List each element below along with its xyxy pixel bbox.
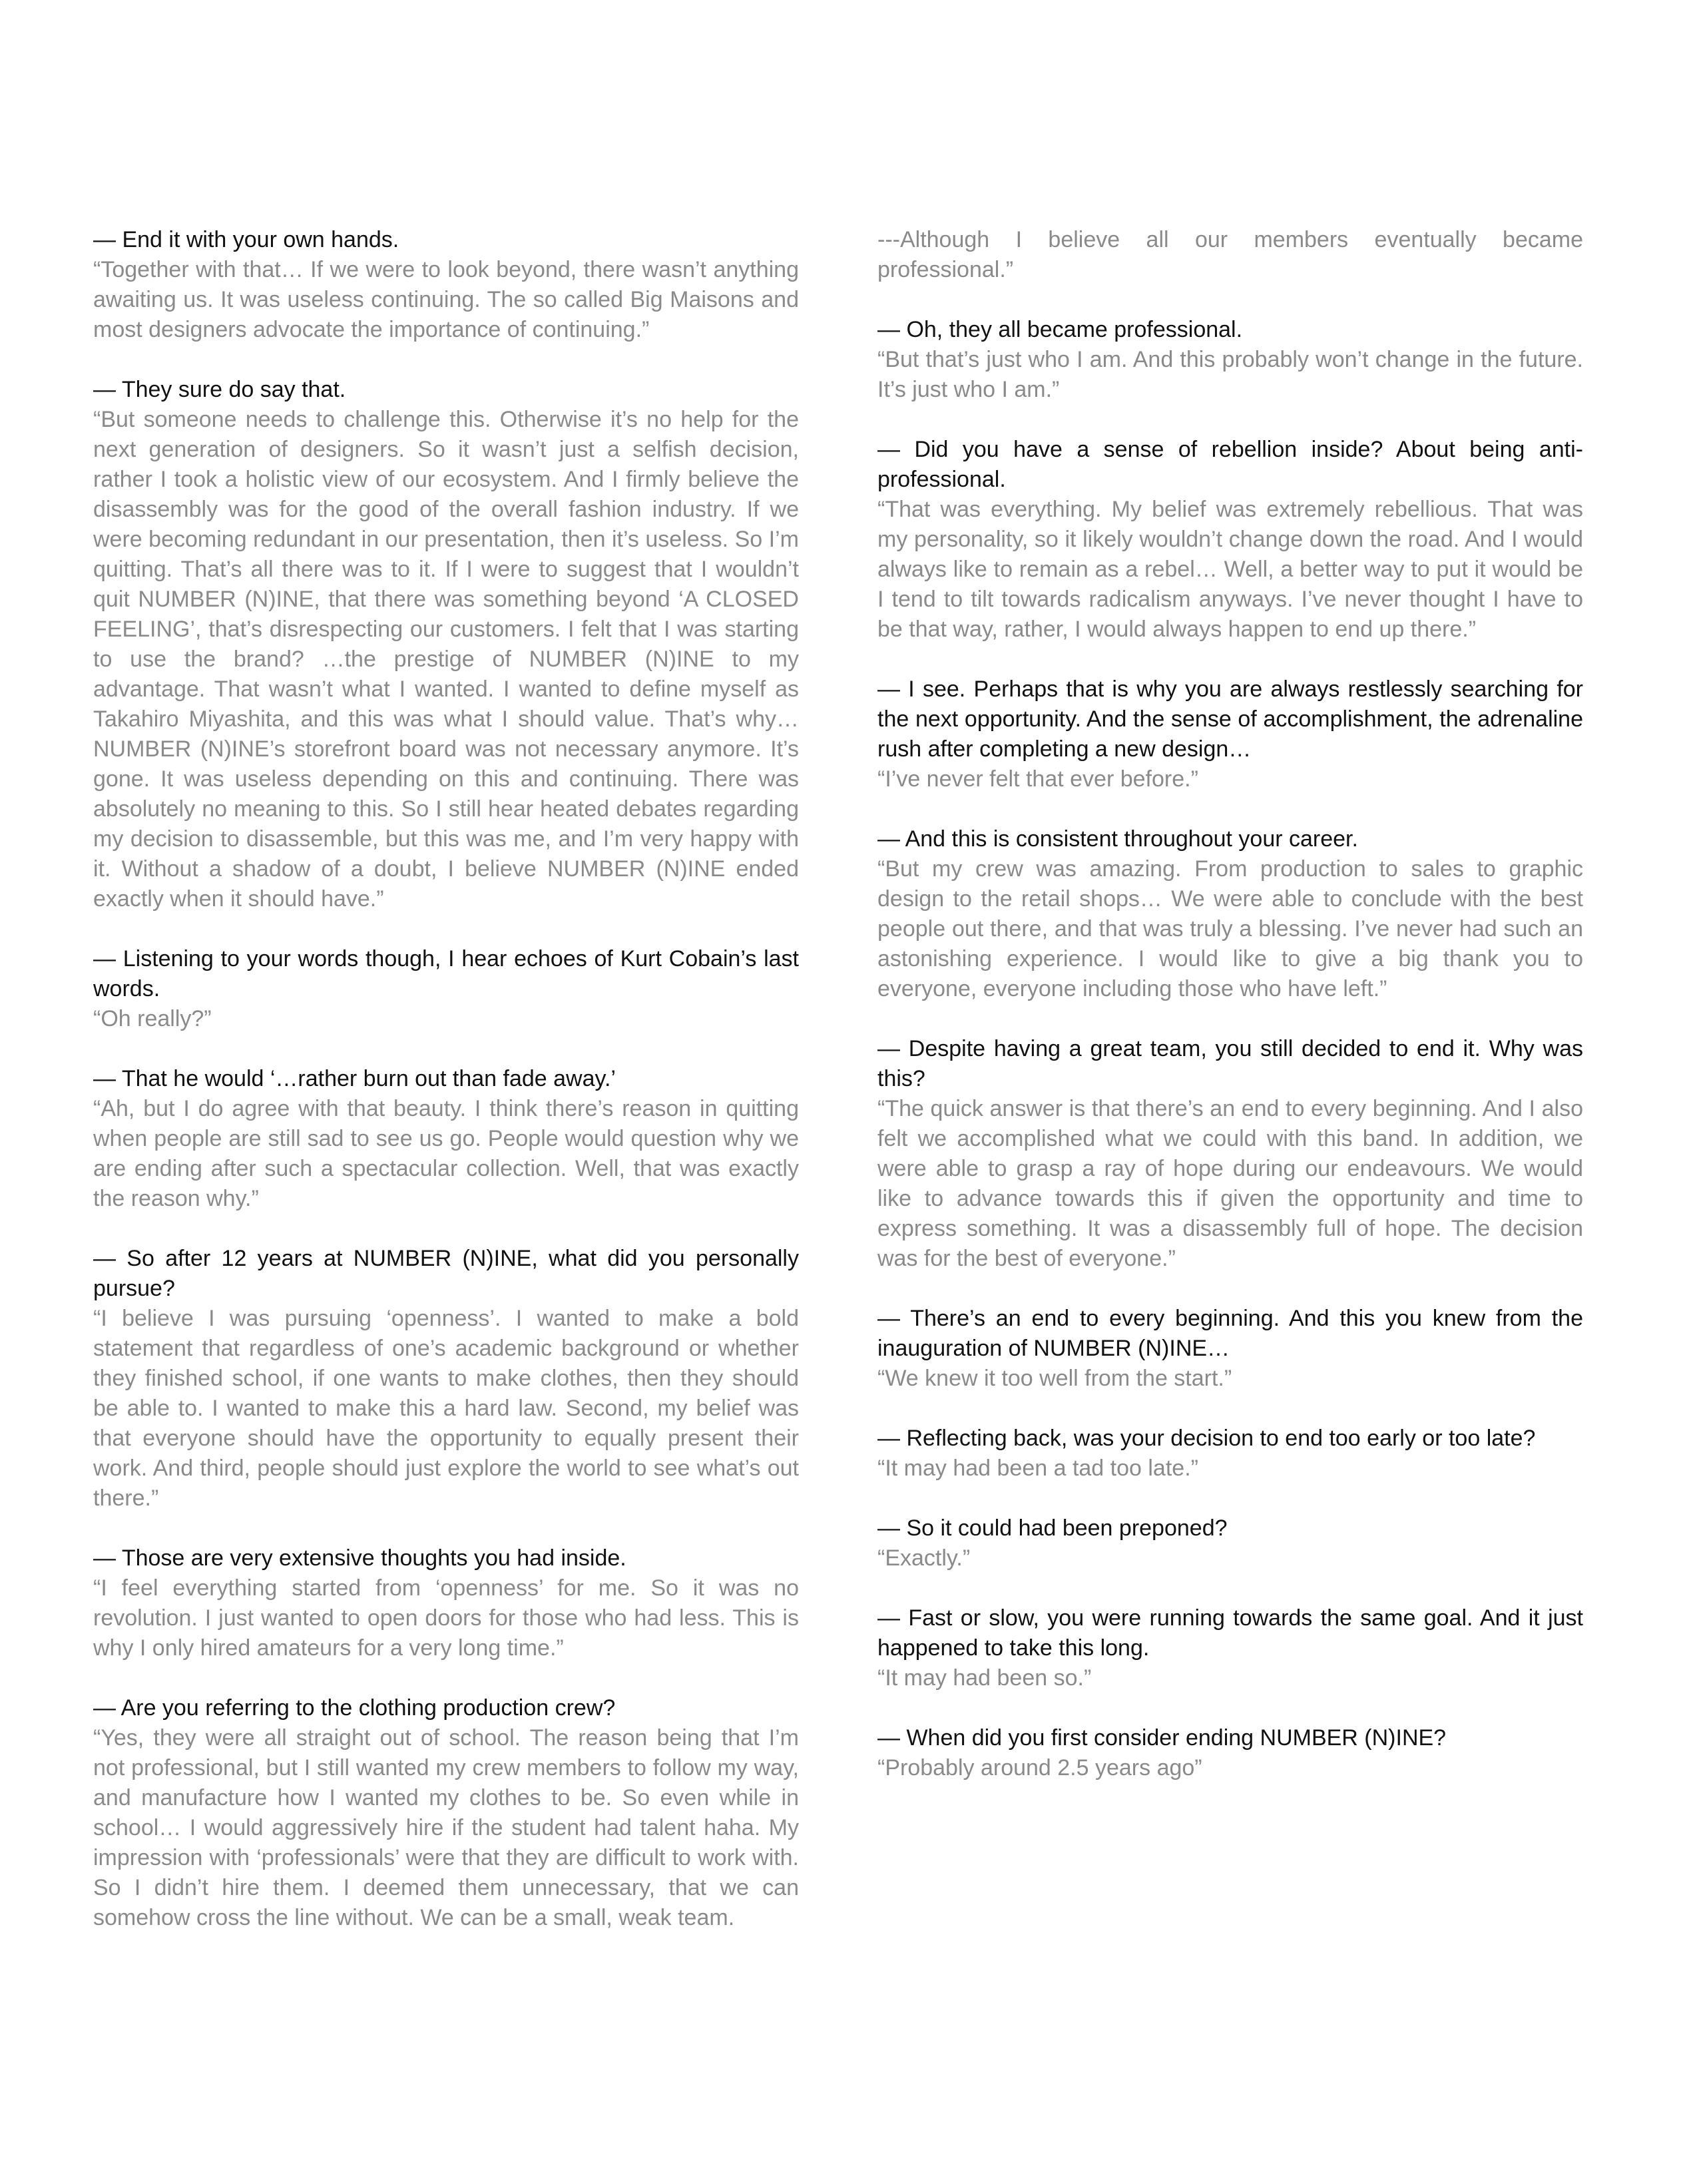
answer: “But my crew was amazing. From production to sales to graphic design to the retail shops… We were able to conclude with the best people out there, and that was truly a blessing. I’ve never had such an astonishing experience. I would like to give a big thank you to everyone, everyone including those who have left.” [877,856,1583,1001]
answer: “Ah, but I do agree with that beauty. I think there’s reason in quitting when people are still sad to see us go. People would question why we are ending after such a spectacular collection. Well, that was exactly the reason why.” [93,1096,799,1211]
answer: “I feel everything started from ‘openness’ for me. So it was no revolution. I just wanted to open doors for those who had less. This is why I only hired amateurs for a very long time.” [93,1575,799,1661]
qa-block [93,1693,799,1933]
question: — There’s an end to every beginning. And this you knew from the inauguration of NUMBER (N)INE… [877,1306,1583,1361]
answer: “The quick answer is that there’s an end to every beginning. And I also felt we accomplished what we could with this band. In addition, we were able to grasp a ray of hope during our endeavours. We would like to advance towards this if given the opportunity and time to express something. It was a disassembly full of hope. The decision was for the best of everyone.” [877,1096,1583,1271]
answer: ---Although I believe all our members eventually became professional.” [877,227,1583,282]
question: — Fast or slow, you were running towards the same goal. And it just happened to take this long. [877,1605,1583,1661]
qa-block [877,315,1583,405]
answer: “It may had been so.” [877,1665,1092,1691]
answer: “Together with that… If we were to look beyond, there wasn’t anything awaiting us. It was useless continuing. The so called Big Maisons and most designers advocate the importance of continuing.” [93,257,799,342]
qa-block [93,225,799,345]
answer: “But someone needs to challenge this. Otherwise it’s no help for the next generation of designers. So it wasn’t just a selfish decision, rather I took a holistic view of our ecosystem. And I firmly believe the disassembly was for the good of the overall fashion industry. If we were becoming redundant in our presentation, then it’s useless. So I’m quitting. That’s all there was to it. If I were to suggest that I wouldn’t quit NUMBER (N)INE, that there was something beyond ‘A CLOSED FEELING’, that’s disrespecting our customers. I felt that I was starting to use the brand? …the prestige of NUMBER (N)INE to my advantage. That wasn’t what I wanted. I wanted to define myself as Takahiro Miyashita, and this was what I should value. That’s why…NUMBER (N)INE’s storefront board was not necessary anymore. It’s gone. It was useless depending on this and continuing. There was absolutely no meaning to this. So I still hear heated debates regarding my decision to disassemble, but this was me, and I’m very happy with it. Without a shadow of a doubt, I believe NUMBER (N)INE ended exactly when it should have.” [93,407,799,912]
answer: “We knew it too well from the start.” [877,1366,1232,1391]
qa-block [93,1244,799,1513]
qa-block [93,944,799,1034]
question: — Did you have a sense of rebellion inside? About being anti-professional. [877,437,1583,492]
question: — Oh, they all became professional. [877,317,1243,342]
interview-page [0,225,1687,2184]
qa-block [877,1723,1583,1783]
answer: “Probably around 2.5 years ago” [877,1755,1202,1780]
qa-block [877,1424,1583,1484]
question: — So it could had been preponed? [877,1515,1228,1541]
answer: “It may had been a tad too late.” [877,1456,1198,1481]
answer-continuation [877,225,1583,285]
qa-block [877,435,1583,645]
qa-block [877,1603,1583,1693]
question: — Listening to your words though, I hear echoes of Kurt Cobain’s last words. [93,946,799,1001]
qa-block [877,675,1583,794]
question: — End it with your own hands. [93,227,399,252]
qa-block [877,1034,1583,1274]
answer: “Exactly.” [877,1545,971,1571]
question: — Reflecting back, was your decision to end too early or too late? [877,1426,1536,1451]
qa-block [93,1543,799,1663]
right-column [877,225,1583,1813]
question: — That he would ‘…rather burn out than fade away.’ [93,1066,616,1091]
question: — Are you referring to the clothing production crew? [93,1695,616,1721]
answer: “That was everything. My belief was extremely rebellious. That was my personality, so it likely wouldn’t change down the road. And I would always like to remain as a rebel… Well, a better way to put it would be I tend to tilt towards radicalism anyways. I’ve never thought I have to be that way, rather, I would always happen to end up there.” [877,497,1583,642]
qa-block [877,1304,1583,1394]
question: — So after 12 years at NUMBER (N)INE, what did you personally pursue? [93,1246,799,1301]
question: — When did you first consider ending NUMBER (N)INE? [877,1725,1447,1751]
answer: “I believe I was pursuing ‘openness’. I wanted to make a bold statement that regardless of one’s academic background or whether they finished school, if one wants to make clothes, then they should be able to. I wanted to make this a hard law. Second, my belief was that everyone should have the opportunity to equally present their work. And third, people should just explore the world to see what’s out there.” [93,1306,799,1511]
question: — And this is consistent throughout your career. [877,826,1358,852]
question: — I see. Perhaps that is why you are always restlessly searching for the next opportunity. And the sense of accomplishment, the adrenaline rush after completing a new design… [877,677,1583,762]
qa-block [93,375,799,914]
answer: “Oh really?” [93,1006,212,1031]
question: — Despite having a great team, you still decided to end it. Why was this? [877,1036,1583,1091]
answer: “I’ve never felt that ever before.” [877,766,1198,792]
left-column [93,225,799,1963]
question: — Those are very extensive thoughts you had inside. [93,1545,626,1571]
answer: “Yes, they were all straight out of school. The reason being that I’m not professional, but I still wanted my crew members to follow my way, and manufacture how I wanted my clothes to be. So even while in school… I would aggressively hire if the student had talent haha. My impression with ‘professionals’ were that they are difficult to work with. So I didn’t hire them. I deemed them unnecessary, that we can somehow cross the line without. We can be a small, weak team. [93,1725,799,1930]
qa-block [93,1064,799,1214]
qa-block [877,1513,1583,1573]
question: — They sure do say that. [93,377,346,402]
qa-block [877,824,1583,1004]
answer: “But that’s just who I am. And this probably won’t change in the future. It’s just who I am.” [877,347,1583,402]
